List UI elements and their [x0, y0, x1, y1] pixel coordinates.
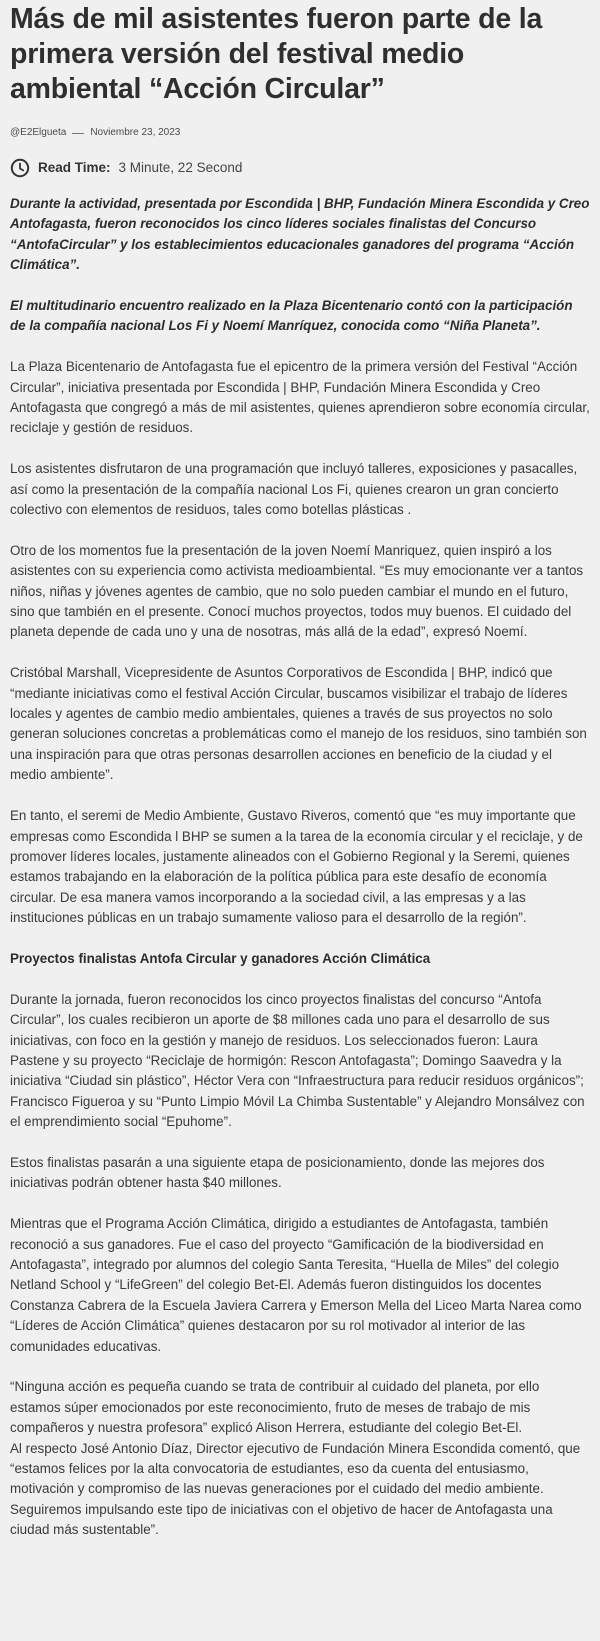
body-paragraph: Mientras que el Programa Acción Climática, dirigido a estudiantes de Antofagasta, también reconoció a sus ganadores. Fue el caso del proyecto “Gamificación de la biodiversidad en Antofagasta”, integrado por alumnos del colegio Santa Teresita, “Huella de Miles” del colegio Netland School y “LifeGreen” del colegio Bet-El. Además fueron distinguidos los docentes Constanza Cabrera de la Escuela Javiera Carrera y Emerson Mella del Liceo Marta Narea como “Líderes de Acción Climática” quienes destacaron por su rol motivador al interior de las comunidades educativas. [10, 1216, 582, 1354]
article-headline: Más de mil asistentes fueron parte de la primera versión del festival medio ambiental “Acción Circular” [10, 3, 543, 105]
quote-paragraph: “Ninguna acción es pequeña cuando se trata de contribuir al cuidado del planeta, por ello estamos súper emocionados por este reconocimiento, fruto de meses de trabajo de mis compañeros y nuestra profesora” explicó Alison Herrera, estudiante del colegio Bet-El. [10, 1379, 540, 1436]
read-time-label: Read Time: [38, 160, 111, 175]
clock-icon [10, 158, 30, 178]
lead-paragraph: El multitudinario encuentro realizado en la Plaza Bicentenario contó con la participación de la compañía nacional Los Fi y Noemí Manríquez, conocida como “Niña Planeta”. [10, 298, 573, 334]
body-paragraph: En tanto, el seremi de Medio Ambiente, Gustavo Riveros, comentó que “es muy importante que empresas como Escondida l BHP se sumen a la tarea de la economía circular y el reciclaje, y de promover líderes locales, justamente alineados con el Gobierno Regional y la Seremi, quienes estamos trabajando en la elaboración de la política pública para este desafío de economía circular. De esa manera vamos incorporando a la sociedad civil, a las empresas y a las instituciones públicas en un trabajo sumamente valioso para el desarrollo de la región”. [10, 808, 583, 926]
author-link[interactable]: @E2Elgueta [10, 127, 67, 138]
body-paragraph: Estos finalistas pasarán a una siguiente etapa de posicionamiento, donde las mejores dos iniciativas podrán obtener hasta $40 millones. [10, 1154, 545, 1191]
lead-paragraph: Durante la actividad, presentada por Escondida | BHP, Fundación Minera Escondida y Creo Antofagasta, fueron reconocidos los cinco líderes sociales finalistas del Concurso “AntofaCircular” y los establecimientos educacionales ganadores del programa “Acción Climática”. [10, 196, 590, 273]
body-paragraph: Durante la jornada, fueron reconocidos los cinco proyectos finalistas del concurso “Antofa Circular”, los cuales recibieron un aporte de $8 millones cada uno para el desarrollo de sus iniciativas, con foco en la gestión y manejo de residuos. Los seleccionados fueron: Laura Pastene y su proyecto “Reciclaje de hormigón: Rescon Antofagasta”; Domingo Saavedra y la iniciativa “Ciudad sin plástico”, Héctor Vera con “Infraestructura para reducir residuos orgánicos”; Francisco Figueroa y su “Punto Limpio Móvil La Chimba Sustentable” y Alejandro Monsálvez con el emprendimiento social “Epuhome”. [10, 991, 585, 1130]
read-time-value: 3 Minute, 22 Second [118, 160, 243, 175]
body-paragraph: Los asistentes disfrutaron de una programación que incluyó talleres, exposiciones y pasacalles, así como la presentación de la compañía nacional Los Fi, quienes crearon un gran concierto colectivo con elementos de residuos, tales como botellas plásticas . [10, 461, 578, 518]
publish-date: Noviembre 23, 2023 [90, 127, 181, 138]
body-paragraph: La Plaza Bicentenario de Antofagasta fue el epicentro de la primera versión del Festival “Acción Circular”, iniciativa presentada por Escondida | BHP, Fundación Minera Escondida y Creo Antofagasta que congregó a más de mil asistentes, quienes aprendieron sobre economía circular, reciclaje y gestión de residuos. [10, 359, 590, 436]
section-subheading: Proyectos finalistas Antofa Circular y ganadores Acción Climática [10, 950, 431, 966]
meta-separator [72, 133, 84, 134]
body-paragraph: Otro de los momentos fue la presentación de la joven Noemí Manriquez, quien inspiró a los asistentes con su experiencia como activista medioambiental. “Es muy emocionante ver a tantos niños, niñas y jóvenes agentes de cambio, que no solo pueden cambiar el mundo en el futuro, sino que también en el presente. Conocí muchos proyectos, todos muy buenos. El cuidado del planeta depende de cada uno y una de nosotras, más allá de la edad”, expresó Noemí. [10, 542, 584, 640]
quote-paragraph: Al respecto José Antonio Díaz, Director ejecutivo de Fundación Minera Escondida comentó, que “estamos felices por la alta convocatoria de estudiantes, eso da cuenta del entusiasmo, motivación y compromiso de las nuevas generaciones por el cuidado del medio ambiente. Seguiremos impulsando este tipo de iniciativas con el objetivo de hacer de Antofagasta una ciudad más sustentable”. [10, 1440, 581, 1538]
body-paragraph: Cristóbal Marshall, Vicepresidente de Asuntos Corporativos de Escondida | BHP, indicó que “mediante iniciativas como el festival Acción Circular, buscamos visibilizar el trabajo de líderes locales y agentes de cambio medio ambientales, quienes a través de sus proyectos no solo generan soluciones concretas a problemáticas como el manejo de los residuos, sino también son una inspiración para que otras personas desarrollen acciones en beneficio de la ciudad y el medio ambiente”. [10, 665, 587, 783]
article-body [10, 357, 590, 1540]
read-time [10, 158, 590, 178]
article-meta [10, 126, 590, 140]
